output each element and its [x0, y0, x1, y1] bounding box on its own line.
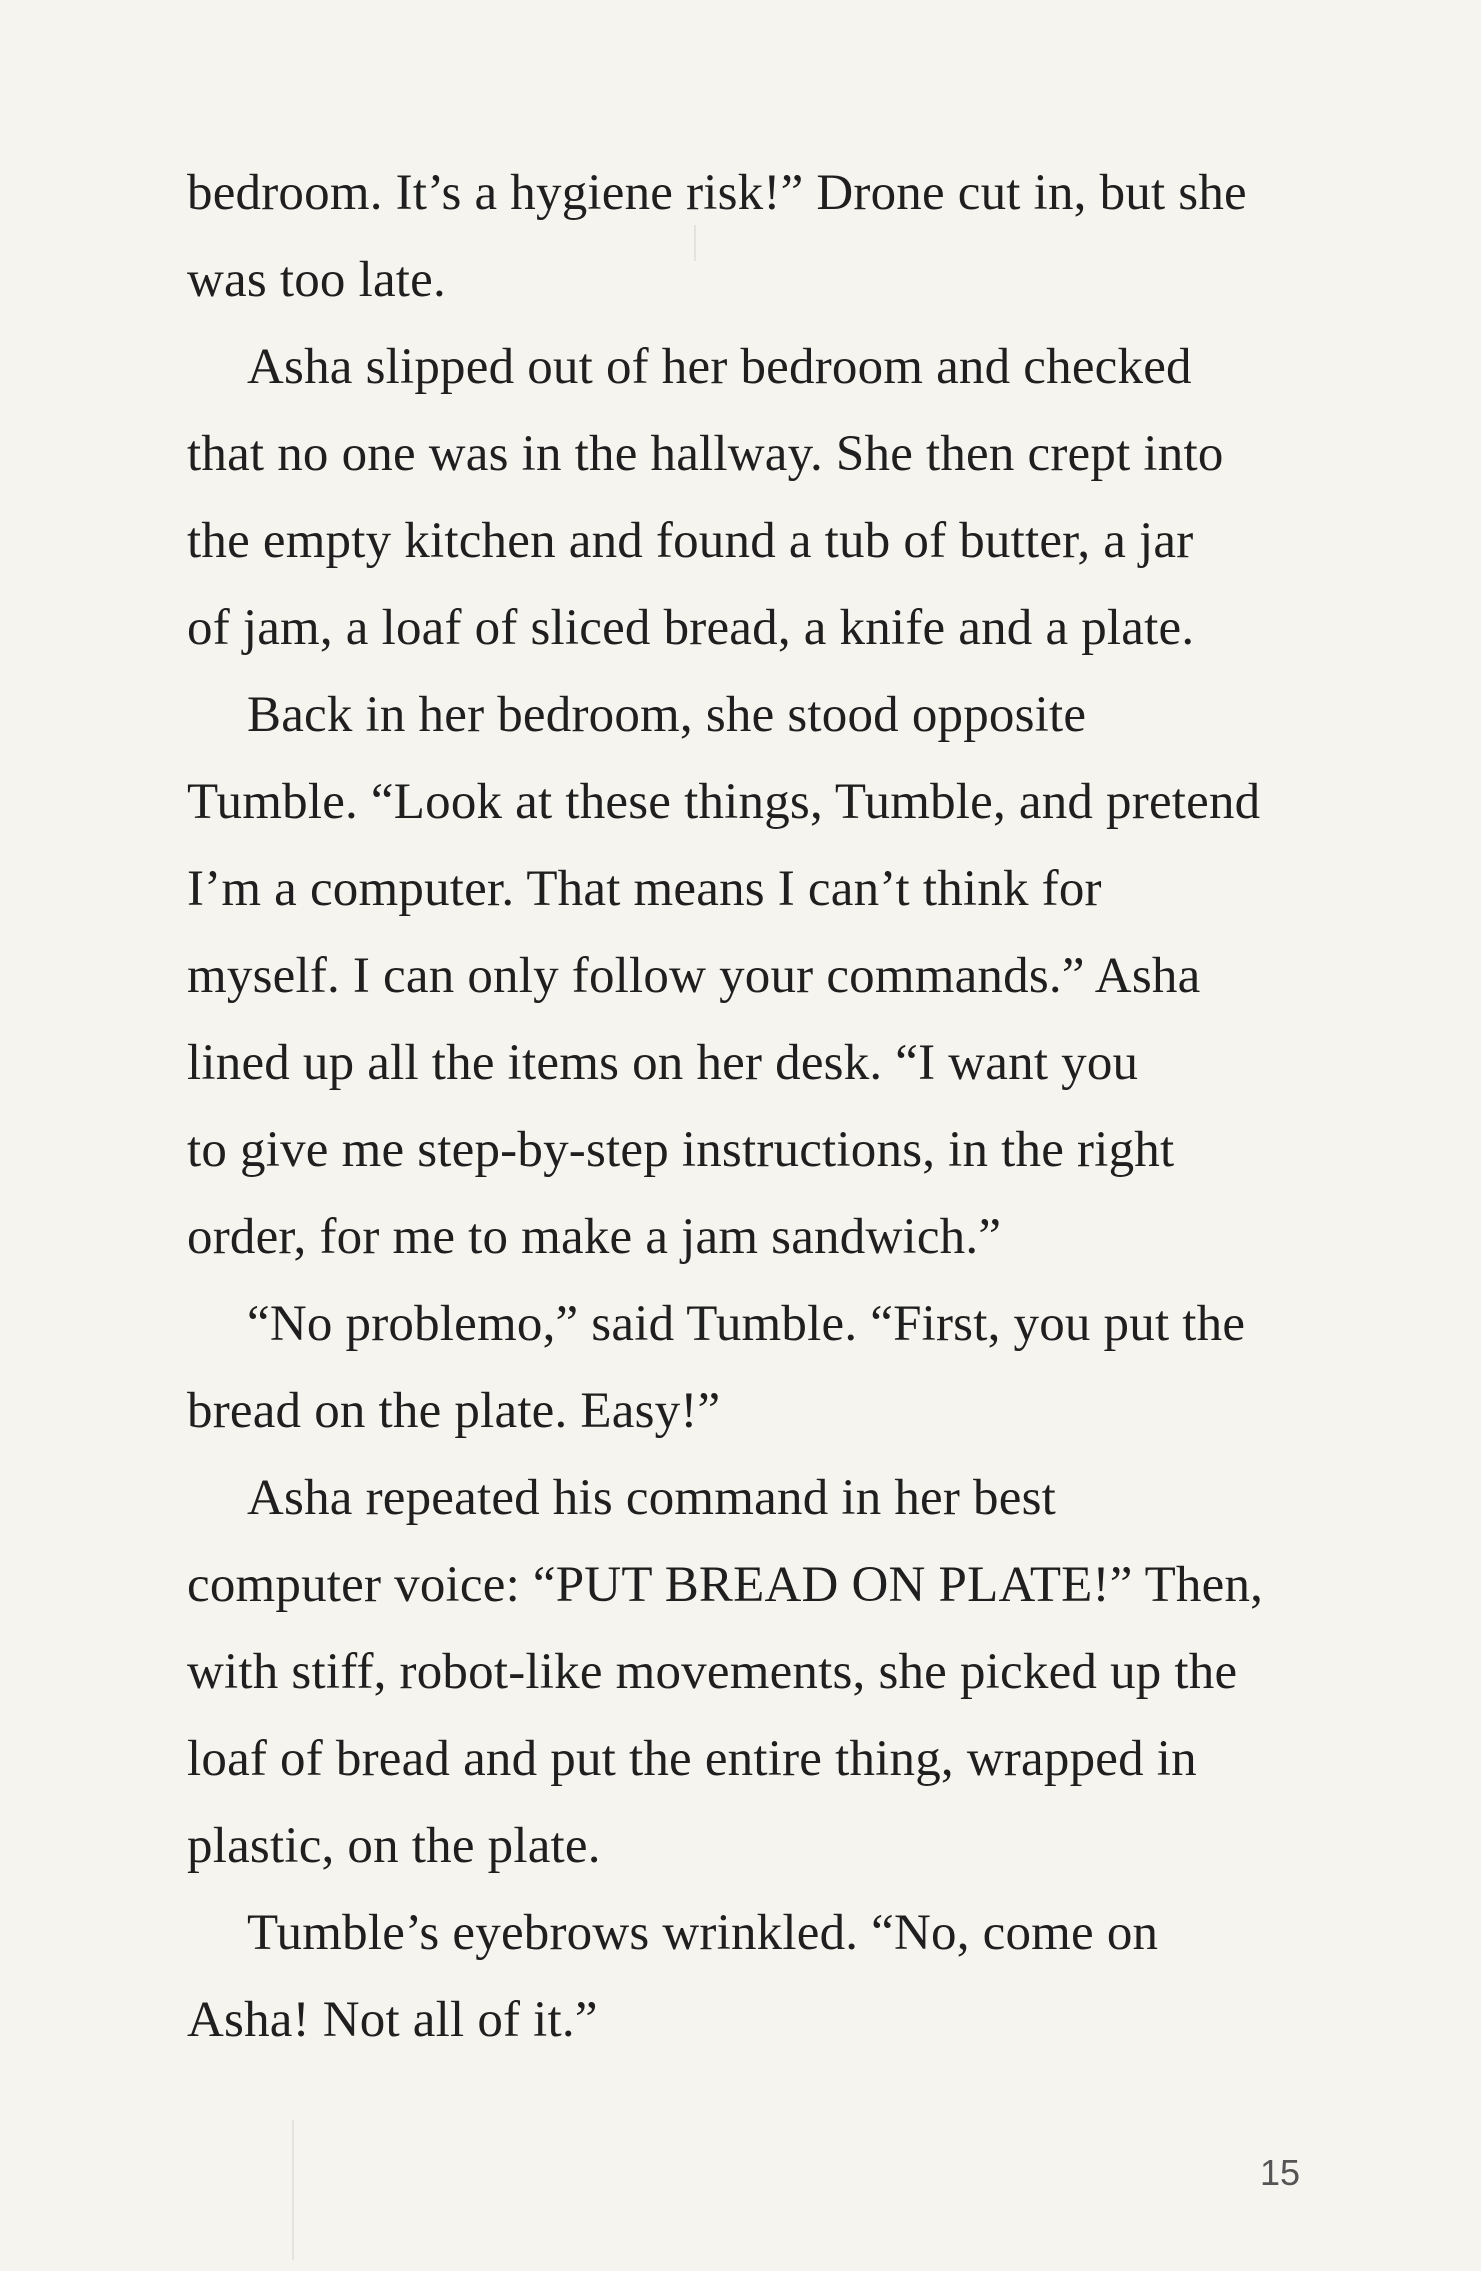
text-line: Asha repeated his command in her best: [247, 1470, 1056, 1526]
page-number: 15: [1260, 2152, 1301, 2193]
text-line: that no one was in the hallway. She then crept into: [187, 426, 1224, 482]
text-line: loaf of bread and put the entire thing, wrapped in: [187, 1731, 1197, 1787]
text-line: order, for me to make a jam sandwich.”: [187, 1209, 1002, 1265]
scan-mark: [292, 2120, 294, 2260]
text-line: bread on the plate. Easy!”: [187, 1383, 721, 1439]
text-line: was too late.: [187, 252, 446, 308]
story-text: [187, 150, 1337, 2064]
text-line: with stiff, robot-like movements, she picked up the: [187, 1644, 1238, 1700]
text-line: myself. I can only follow your commands.” Asha: [187, 948, 1201, 1004]
text-line: plastic, on the plate.: [187, 1818, 601, 1874]
text-line: Asha slipped out of her bedroom and checked: [247, 339, 1192, 395]
text-line: of jam, a loaf of sliced bread, a knife and a plate.: [187, 600, 1195, 656]
text-line: lined up all the items on her desk. “I want you: [187, 1035, 1139, 1091]
text-line: bedroom. It’s a hygiene risk!” Drone cut in, but she: [187, 165, 1247, 221]
text-line: “No problemo,” said Tumble. “First, you put the: [247, 1296, 1246, 1352]
text-line: the empty kitchen and found a tub of butter, a jar: [187, 513, 1194, 569]
text-line: Asha! Not all of it.”: [187, 1992, 598, 2048]
text-line: I’m a computer. That means I can’t think for: [187, 861, 1102, 917]
text-line: to give me step-by-step instructions, in the right: [187, 1122, 1175, 1178]
text-line: Tumble’s eyebrows wrinkled. “No, come on: [247, 1905, 1159, 1961]
text-line: Tumble. “Look at these things, Tumble, and pretend: [187, 774, 1261, 830]
text-line: computer voice: “PUT BREAD ON PLATE!” Then,: [187, 1557, 1264, 1613]
text-line: Back in her bedroom, she stood opposite: [247, 687, 1087, 743]
